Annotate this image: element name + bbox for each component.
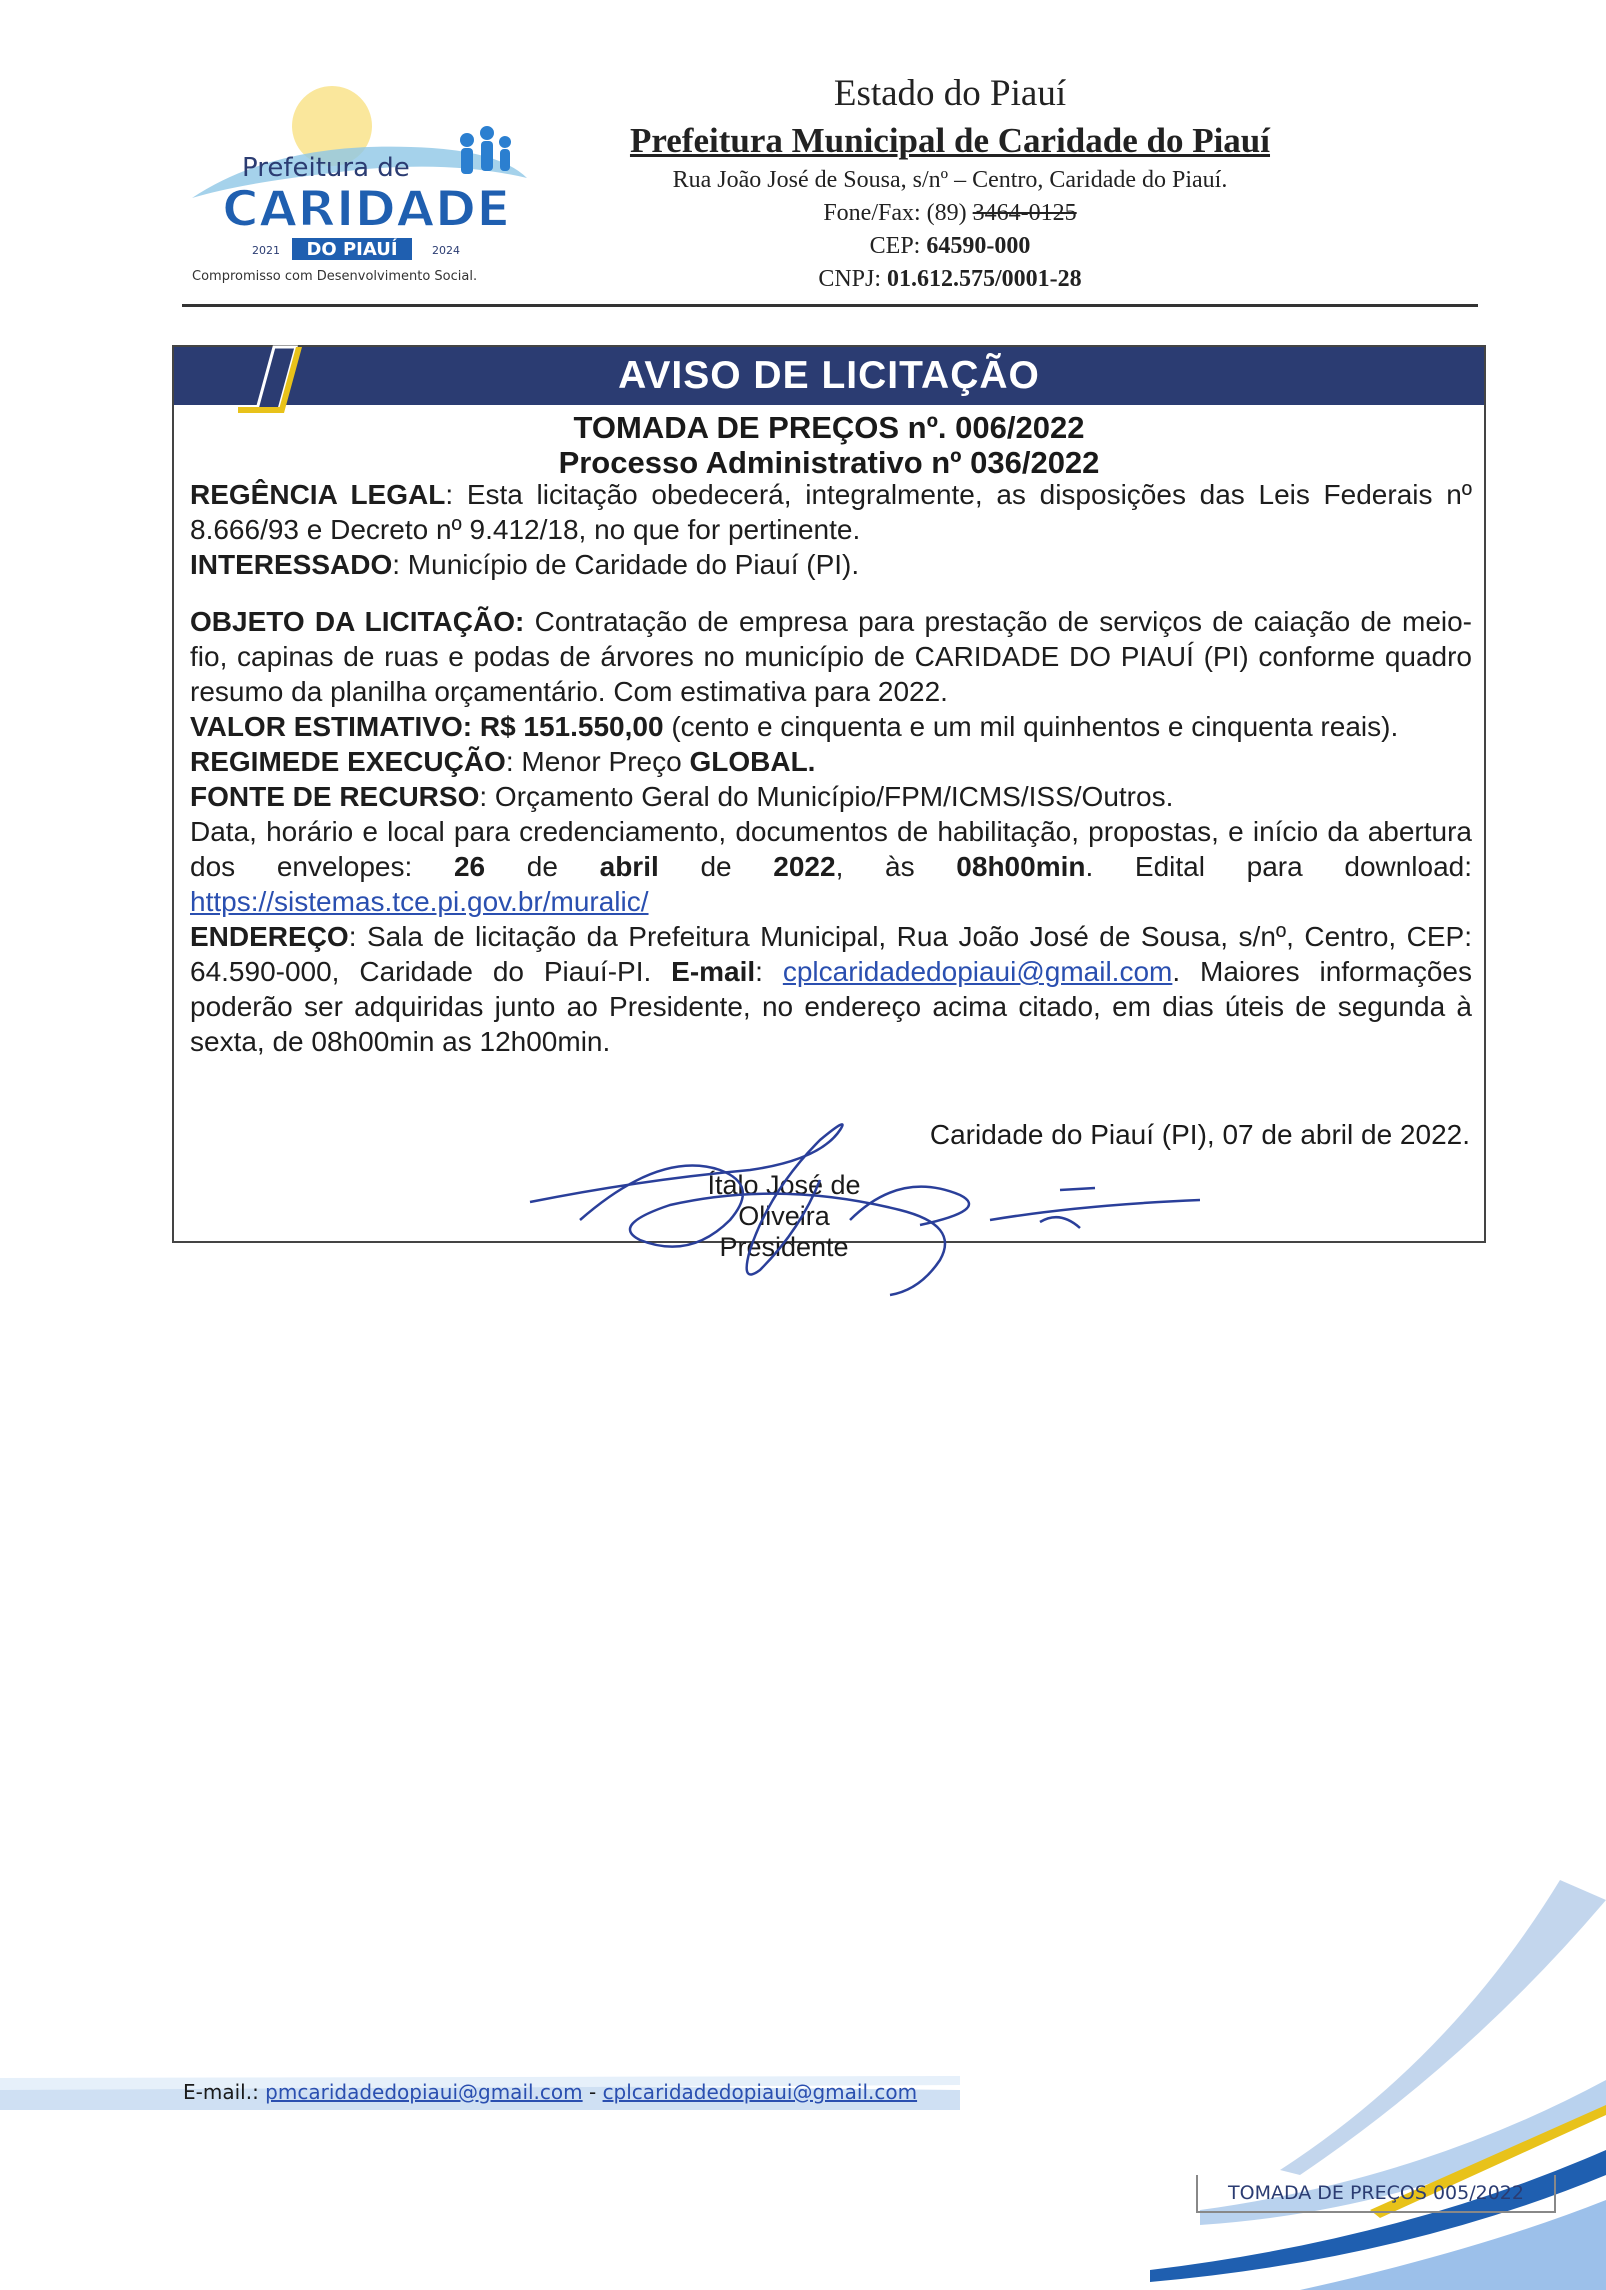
pm-email-link[interactable]: pmcaridadedopiaui@gmail.com [265, 2080, 583, 2104]
logo-year-left: 2021 [252, 244, 280, 257]
data-paragraph: Data, horário e local para credenciamento, documentos de habilitação, propostas, e início da abertura dos envelopes: 26 de abril de 2022, às 08h00min. Edital para download: https://sistemas.tce.pi.gov.br/muralic/ [190, 816, 1473, 917]
cnpj-line: CNPJ: 01.612.575/0001-28 [818, 266, 1082, 292]
notice-body [190, 477, 1472, 1059]
handwritten-signature [520, 1110, 1200, 1300]
date-line: Caridade do Piauí (PI), 07 de abril de 2022. [929, 1119, 1470, 1150]
phone-number: 3464-0125 [972, 200, 1077, 226]
cpl-email-link[interactable]: cplcaridadedopiaui@gmail.com [782, 956, 1173, 987]
cpl-footer-email-link[interactable]: cplcaridadedopiaui@gmail.com [602, 2080, 918, 2104]
regencia-paragraph: REGÊNCIA LEGAL: Esta licitação obedecerá, integralmente, as disposições das Leis Federais nº 8.666/93 e Decreto nº 9.412/18, no que for pertinente. [190, 479, 1472, 545]
letterhead [560, 70, 1340, 296]
logo-graphic [182, 78, 532, 288]
signer-name: Ítalo José de Oliveira [707, 1170, 861, 1231]
prefecture-name: Prefeitura Municipal de Caridade do Piauí [629, 121, 1271, 160]
regime-paragraph: REGIMEDE EXECUÇÃO: Menor Preço GLOBAL. [190, 746, 816, 777]
logo-top-text: Prefeitura de [242, 153, 410, 183]
prefecture-logo [182, 78, 532, 288]
signer-role: Presidente [719, 1232, 849, 1262]
tomada-title: TOMADA DE PREÇOS nº. 006/2022 [573, 410, 1085, 445]
processo-title: Processo Administrativo nº 036/2022 [558, 445, 1100, 480]
state-name: Estado do Piauí [833, 73, 1067, 114]
footer-email-line: E-mail.: pmcaridadedopiaui@gmail.com - cplcaridadedopiaui@gmail.com [183, 2080, 918, 2104]
logo-sub-text: DO PIAUÍ [306, 239, 398, 260]
cep-line: CEP: 64590-000 [869, 233, 1031, 259]
logo-motto: Compromisso com Desenvolvimento Social. [192, 269, 478, 284]
fonte-paragraph: FONTE DE RECURSO: Orçamento Geral do Município/FPM/ICMS/ISS/Outros. [190, 781, 1174, 812]
interessado-paragraph: INTERESSADO: Município de Caridade do Piauí (PI). [190, 549, 860, 580]
endereco-paragraph: ENDEREÇO: Sala de licitação da Prefeitura Municipal, Rua João José de Sousa, s/nº, Centro, CEP: 64.590-000, Caridade do Piauí-PI. E-mail: cplcaridadedopiaui@gmail.com. Maiores informações poderão ser adquiridas junto ao Presidente, no endereço acima citado, em dias úteis de segunda à sexta, de 08h00min as 12h00min. [190, 921, 1472, 1057]
notice-title: AVISO DE LICITAÇÃO [618, 354, 1040, 397]
notice-box [172, 345, 1486, 1262]
objeto-paragraph: OBJETO DA LICITAÇÃO: Contratação de empresa para prestação de serviços de caiação de meio-fio, capinas de ruas e podas de árvores no município de CARIDADE DO PIAUÍ (PI) conforme quadro resumo da planilha orçamentário. Com estimativa para 2022. [190, 606, 1473, 707]
valor-paragraph: VALOR ESTIMATIVO: R$ 151.550,00 (cento e cinquenta e um mil quinhentos e cinquenta reais). [190, 711, 1399, 742]
logo-year-right: 2024 [432, 244, 460, 257]
header-divider [182, 304, 1478, 307]
phone-line: Fone/Fax: (89) 3464-0125 [823, 200, 1077, 226]
address: Rua João José de Sousa, s/nº – Centro, Caridade do Piauí. [672, 167, 1228, 193]
logo-main-text: CARIDADE [222, 180, 511, 238]
edital-link[interactable]: https://sistemas.tce.pi.gov.br/muralic/ [190, 886, 649, 917]
footer-document-tag: TOMADA DE PREÇOS 005/2022 [1196, 2175, 1556, 2213]
people-icon [460, 126, 511, 174]
